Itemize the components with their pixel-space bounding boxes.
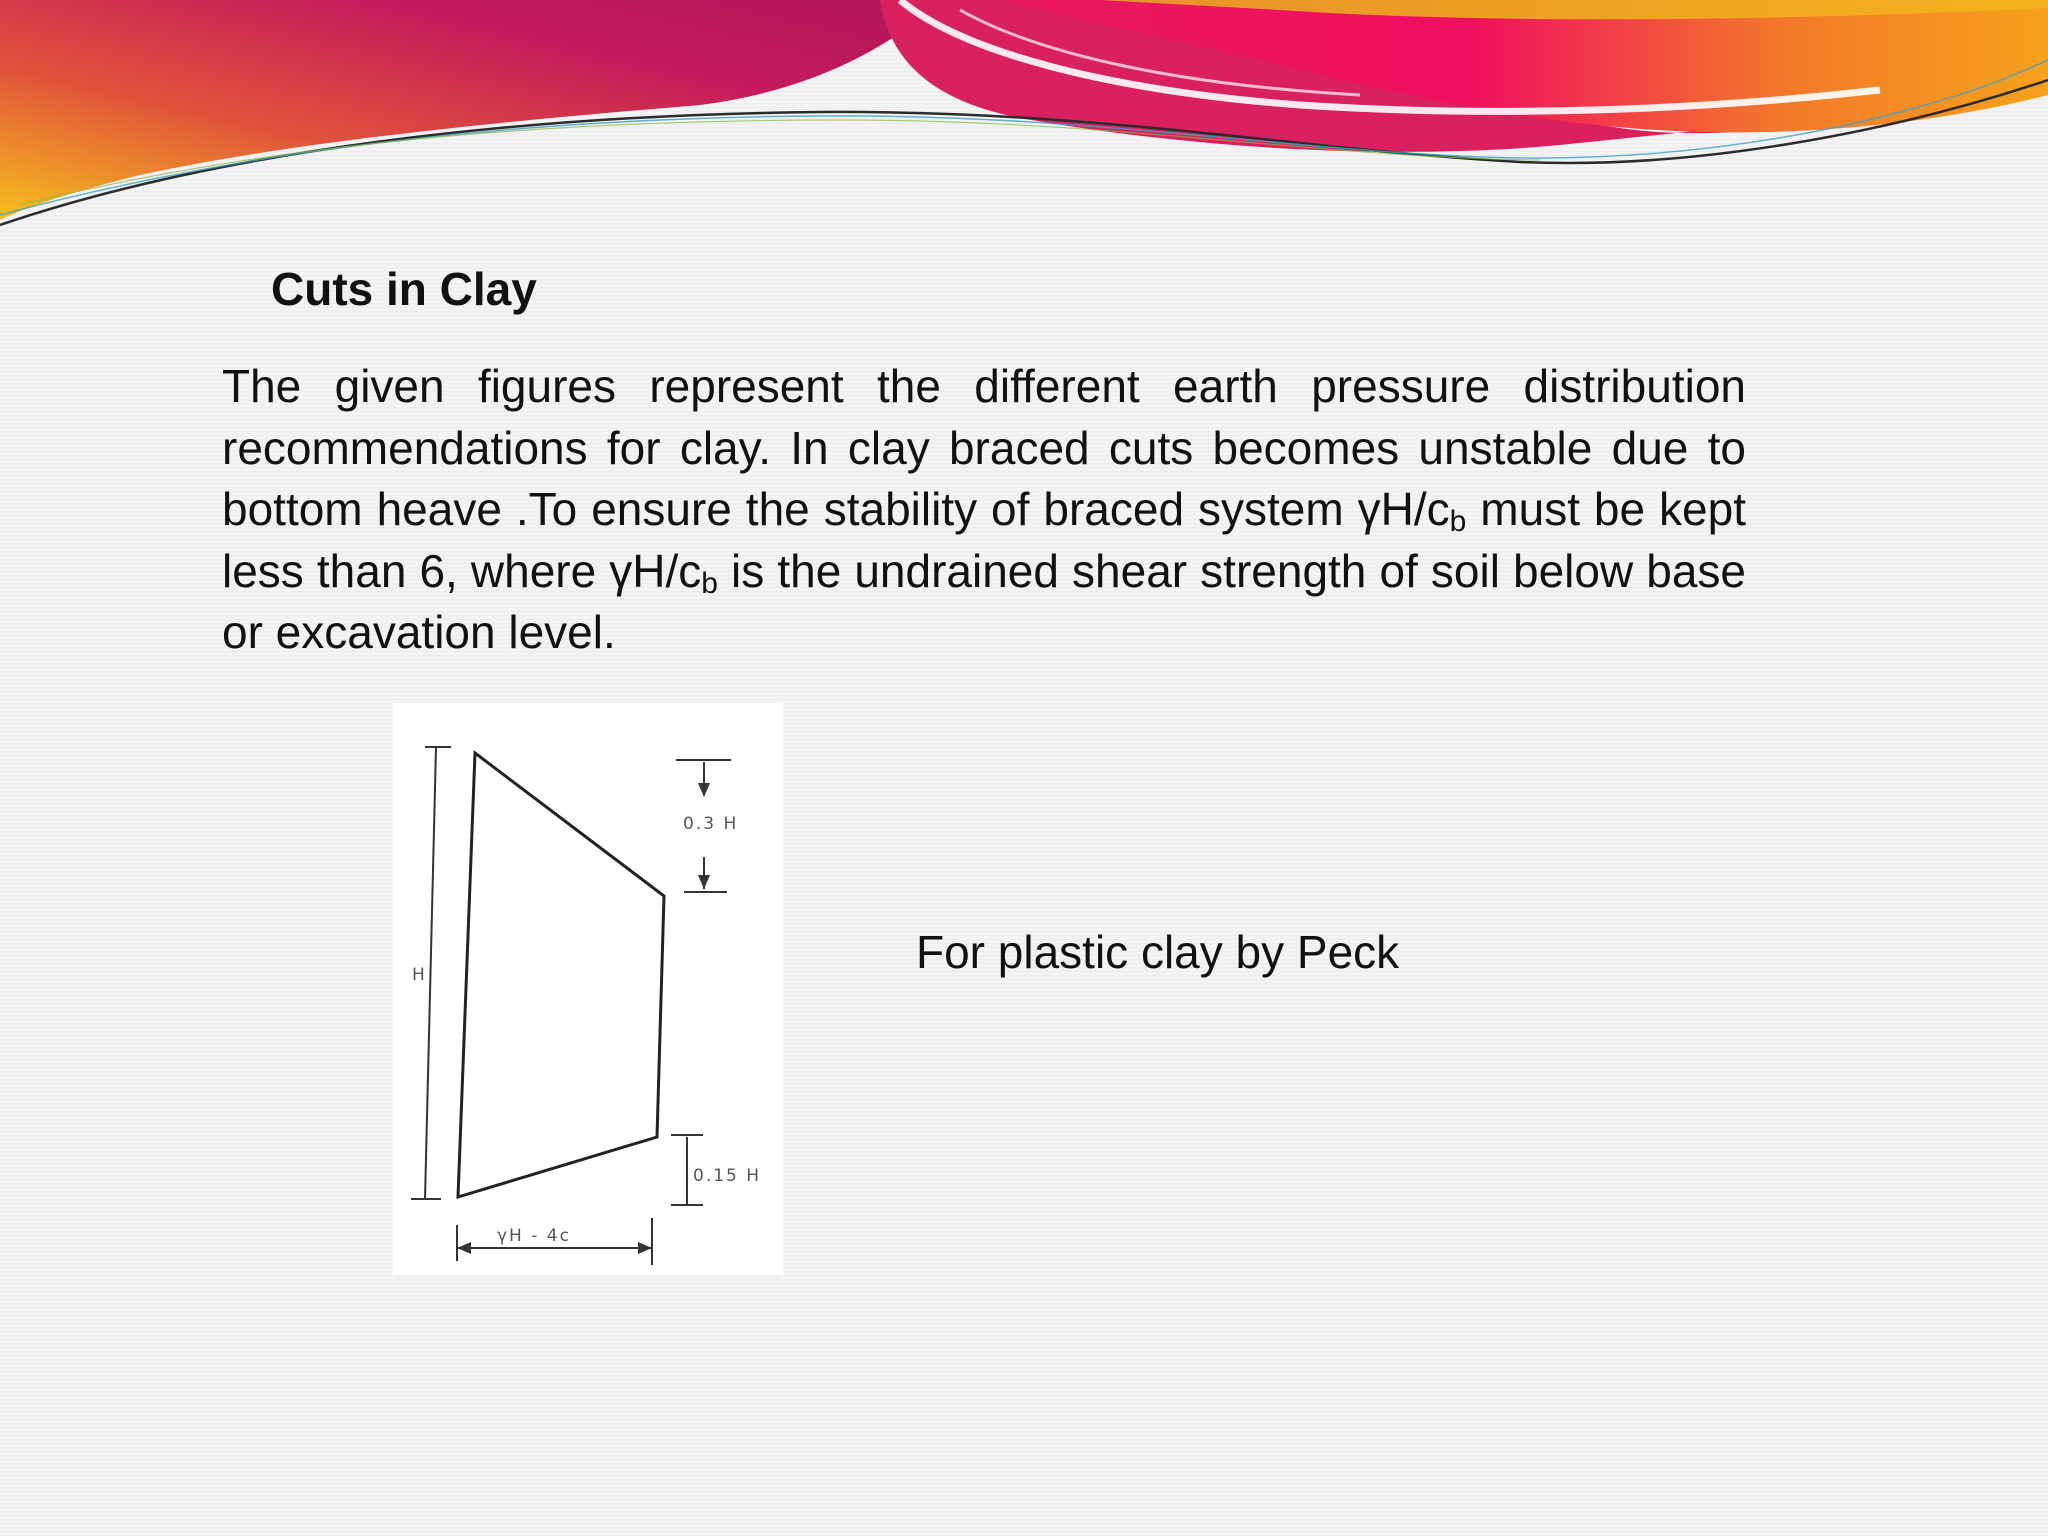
slide-title: Cuts in Clay	[271, 263, 537, 315]
pressure-envelope	[458, 753, 664, 1197]
bottom-dimension-label: 0.15 H	[693, 1166, 762, 1186]
pressure-diagram-figure	[393, 703, 783, 1275]
top-dimension-arrow	[698, 783, 710, 797]
pressure-diagram	[393, 703, 783, 1275]
width-dimension-arrow-left	[457, 1242, 471, 1254]
top-dimension-label: 0.3 H	[683, 814, 739, 834]
subscript-b: b	[701, 566, 718, 600]
body-text-part-3: is the undrained shear strength of soil below base or excavation level.	[222, 544, 1746, 658]
width-dimension-label: γH - 4c	[497, 1226, 571, 1246]
subscript-b: b	[1449, 505, 1467, 538]
figure-caption: For plastic clay by Peck	[916, 926, 1400, 978]
height-label: H	[412, 965, 427, 985]
width-dimension-arrow-right	[638, 1242, 652, 1254]
top-dimension-arrow-lower	[698, 875, 710, 889]
body-paragraph	[222, 356, 1746, 664]
body-text-part-1: The given figures represent the different earth pressure distribution recommendations for clay. In clay braced cuts becomes unstable due to bottom heave .To ensure the stability of braced system γH/c	[222, 360, 1746, 535]
decorative-banner	[0, 0, 2048, 240]
body-text-part-2: must be kept less than 6, where γH/c	[222, 483, 1746, 597]
